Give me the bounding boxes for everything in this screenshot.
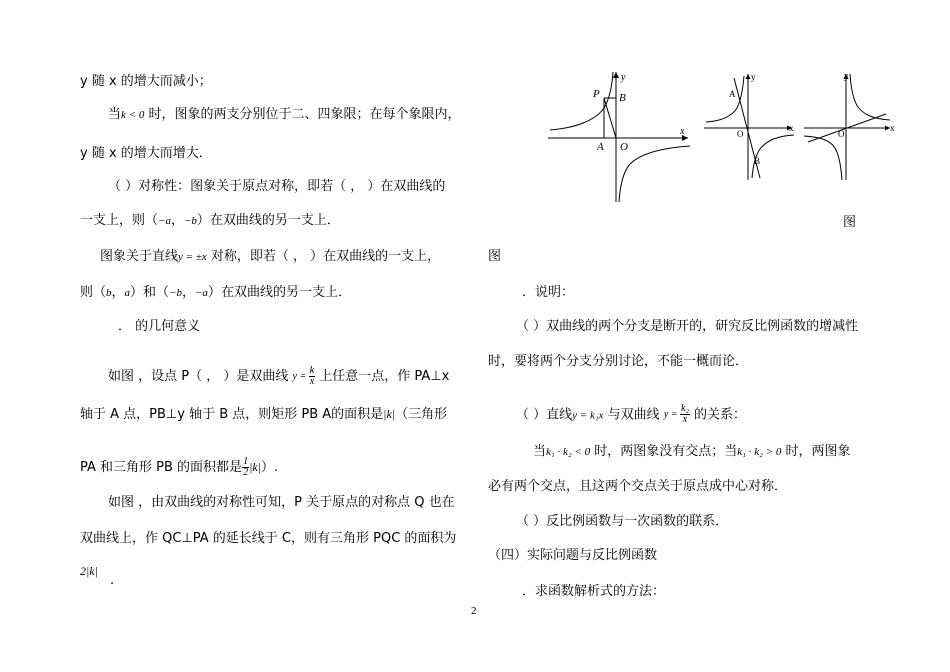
math-abs-k: |k| — [249, 460, 261, 474]
text-line: （ ）对称性：图象关于原点对称，即若（ ， ）在双曲线的 — [108, 179, 446, 194]
math-inline: b — [106, 287, 112, 299]
text-line: y 随 x 的增大而减小； — [80, 74, 212, 89]
text-line — [100, 248, 440, 266]
math-inline: −a — [195, 287, 208, 299]
text-line: （ ）反比例函数与一次函数的联系． — [516, 514, 729, 529]
math-inline: k₁ · k₂ < 0 — [546, 446, 591, 458]
fraction-numerator: 1 — [243, 456, 249, 467]
figure-caption: 图 — [843, 215, 857, 230]
section-heading: （四）实际问题与反比例函数 — [488, 548, 658, 563]
text-run: 当 — [108, 107, 122, 122]
label-a: A — [597, 141, 604, 153]
math-inline: y = k₁x — [572, 409, 604, 422]
eq-lhs: y = — [663, 409, 678, 420]
math-inline: −b — [183, 215, 197, 227]
text-run: 与双曲线 — [603, 407, 664, 423]
math-inline: k₁ · k₂ > 0 — [737, 446, 782, 458]
eq-lhs: y = — [292, 370, 307, 382]
math-inline: −a — [158, 215, 171, 227]
text-run: （三角形 — [395, 407, 448, 422]
y-axis-arrow — [746, 74, 751, 79]
text-run: 一支上，则（ — [80, 213, 159, 228]
hyperbola-branch-lower-left — [804, 136, 842, 180]
hyperbola-branch-upper-left — [706, 76, 744, 122]
text-run: 上任意一点，作 PA⊥x — [315, 369, 450, 384]
equation-y-k2-over-x — [664, 404, 690, 426]
label-x: x — [789, 123, 794, 133]
period: . — [110, 573, 115, 588]
text-line — [108, 106, 460, 124]
label-a: A — [729, 89, 736, 99]
text-run: 如图 ，设点 P（ ， ）是双曲线 — [108, 369, 289, 384]
label-y: y — [751, 72, 756, 82]
equation-y-k-over-x — [293, 366, 316, 387]
text-run: ， — [181, 285, 195, 300]
label-y: y — [621, 72, 626, 83]
y-axis-arrow — [613, 72, 619, 78]
hyperbola-branch-upper-right — [850, 74, 890, 120]
text-line: 图 — [488, 249, 502, 264]
page-number: 2 — [471, 605, 477, 617]
text-run: ， — [111, 285, 125, 300]
text-line: ．求函数解析式的方法： — [522, 584, 666, 599]
text-run: 时，两图象 — [781, 444, 851, 459]
text-run: 图象关于直线 — [100, 249, 179, 264]
label-x: x — [680, 126, 685, 137]
text-line: （ ）双曲线的两个分支是断开的，研究反比例函数的增减性 — [516, 319, 859, 334]
text-line — [80, 284, 351, 302]
text-line: 如图 ，由双曲线的对称性可知，P 关于原点的对称点 Q 也在 — [108, 495, 455, 510]
text-run: 当 — [533, 444, 547, 459]
label-o: O — [737, 129, 744, 139]
text-line — [80, 212, 340, 230]
text-run: ）和（ — [130, 285, 170, 300]
math-inline: k < 0 — [121, 109, 145, 121]
text-run: 时，两图象没有交点；当 — [590, 444, 738, 459]
text-run: PA 和三角形 PB 的面积都是 — [80, 460, 243, 475]
hyperbola-branch-lower-right — [619, 146, 690, 202]
text-line — [80, 562, 98, 581]
section-heading: ． 的几何意义 — [118, 319, 201, 334]
text-run: ）在双曲线的另一支上． — [207, 285, 351, 300]
text-run: 轴于 A 点，PB⊥y 轴于 B 点，则矩形 PB A的面积是 — [80, 407, 384, 422]
text-run: 对称，即若（ ， ）在双曲线的一支上， — [206, 249, 441, 264]
label-y: y — [844, 71, 849, 81]
text-run: 的关系： — [689, 407, 747, 423]
label-b: B — [619, 92, 626, 104]
text-run: 时，图象的两支分别位于二、四象限；在每个象限内， — [144, 107, 461, 122]
label-o: O — [620, 141, 628, 153]
fraction-denominator: x — [309, 376, 315, 387]
text-line: 必有两个交点，且这两个交点关于原点成中心对称． — [488, 479, 788, 494]
text-run: ）. — [261, 460, 279, 475]
text-line — [80, 405, 447, 424]
text-run: ）在双曲线的另一支上． — [196, 213, 340, 228]
fraction-numerator: k₂ — [681, 403, 689, 415]
figure-hyperbola-area — [546, 68, 694, 204]
math-2-abs-k: 2|k| — [80, 564, 98, 578]
label-p: P — [593, 88, 600, 100]
math-inline: −b — [169, 287, 182, 299]
label-b: B — [754, 156, 761, 166]
text-line — [108, 366, 449, 387]
figure-line-hyperbola-intersection — [800, 70, 898, 182]
label-x: x — [890, 123, 895, 133]
text-run: ， — [170, 213, 184, 228]
math-abs-k: |k| — [383, 407, 396, 421]
fraction-denominator: x — [682, 414, 688, 426]
segment-po — [604, 98, 616, 138]
fraction-denominator: 2 — [243, 467, 249, 478]
text-line: y 随 x 的增大而增大． — [80, 146, 212, 161]
text-line — [516, 404, 746, 427]
text-line: 双曲线上，作 QC⊥PA 的延长线于 C，则有三角形 PQC 的面积为 — [80, 531, 457, 546]
fraction — [242, 457, 249, 478]
fraction-numerator: k — [309, 365, 315, 376]
text-line — [533, 443, 850, 461]
text-line: 时，要将两个分支分别讨论，不能一概而论． — [488, 354, 749, 369]
figure-line-hyperbola-no-intersection — [700, 70, 798, 182]
text-line — [80, 456, 278, 479]
math-inline: y = ±x — [178, 251, 207, 263]
math-inline: a — [124, 287, 131, 299]
text-run: 则（ — [80, 285, 107, 300]
text-run: （ ）直线 — [516, 407, 573, 423]
fraction — [680, 404, 690, 425]
text-line: ．说明： — [522, 285, 575, 300]
label-o: O — [838, 129, 845, 139]
